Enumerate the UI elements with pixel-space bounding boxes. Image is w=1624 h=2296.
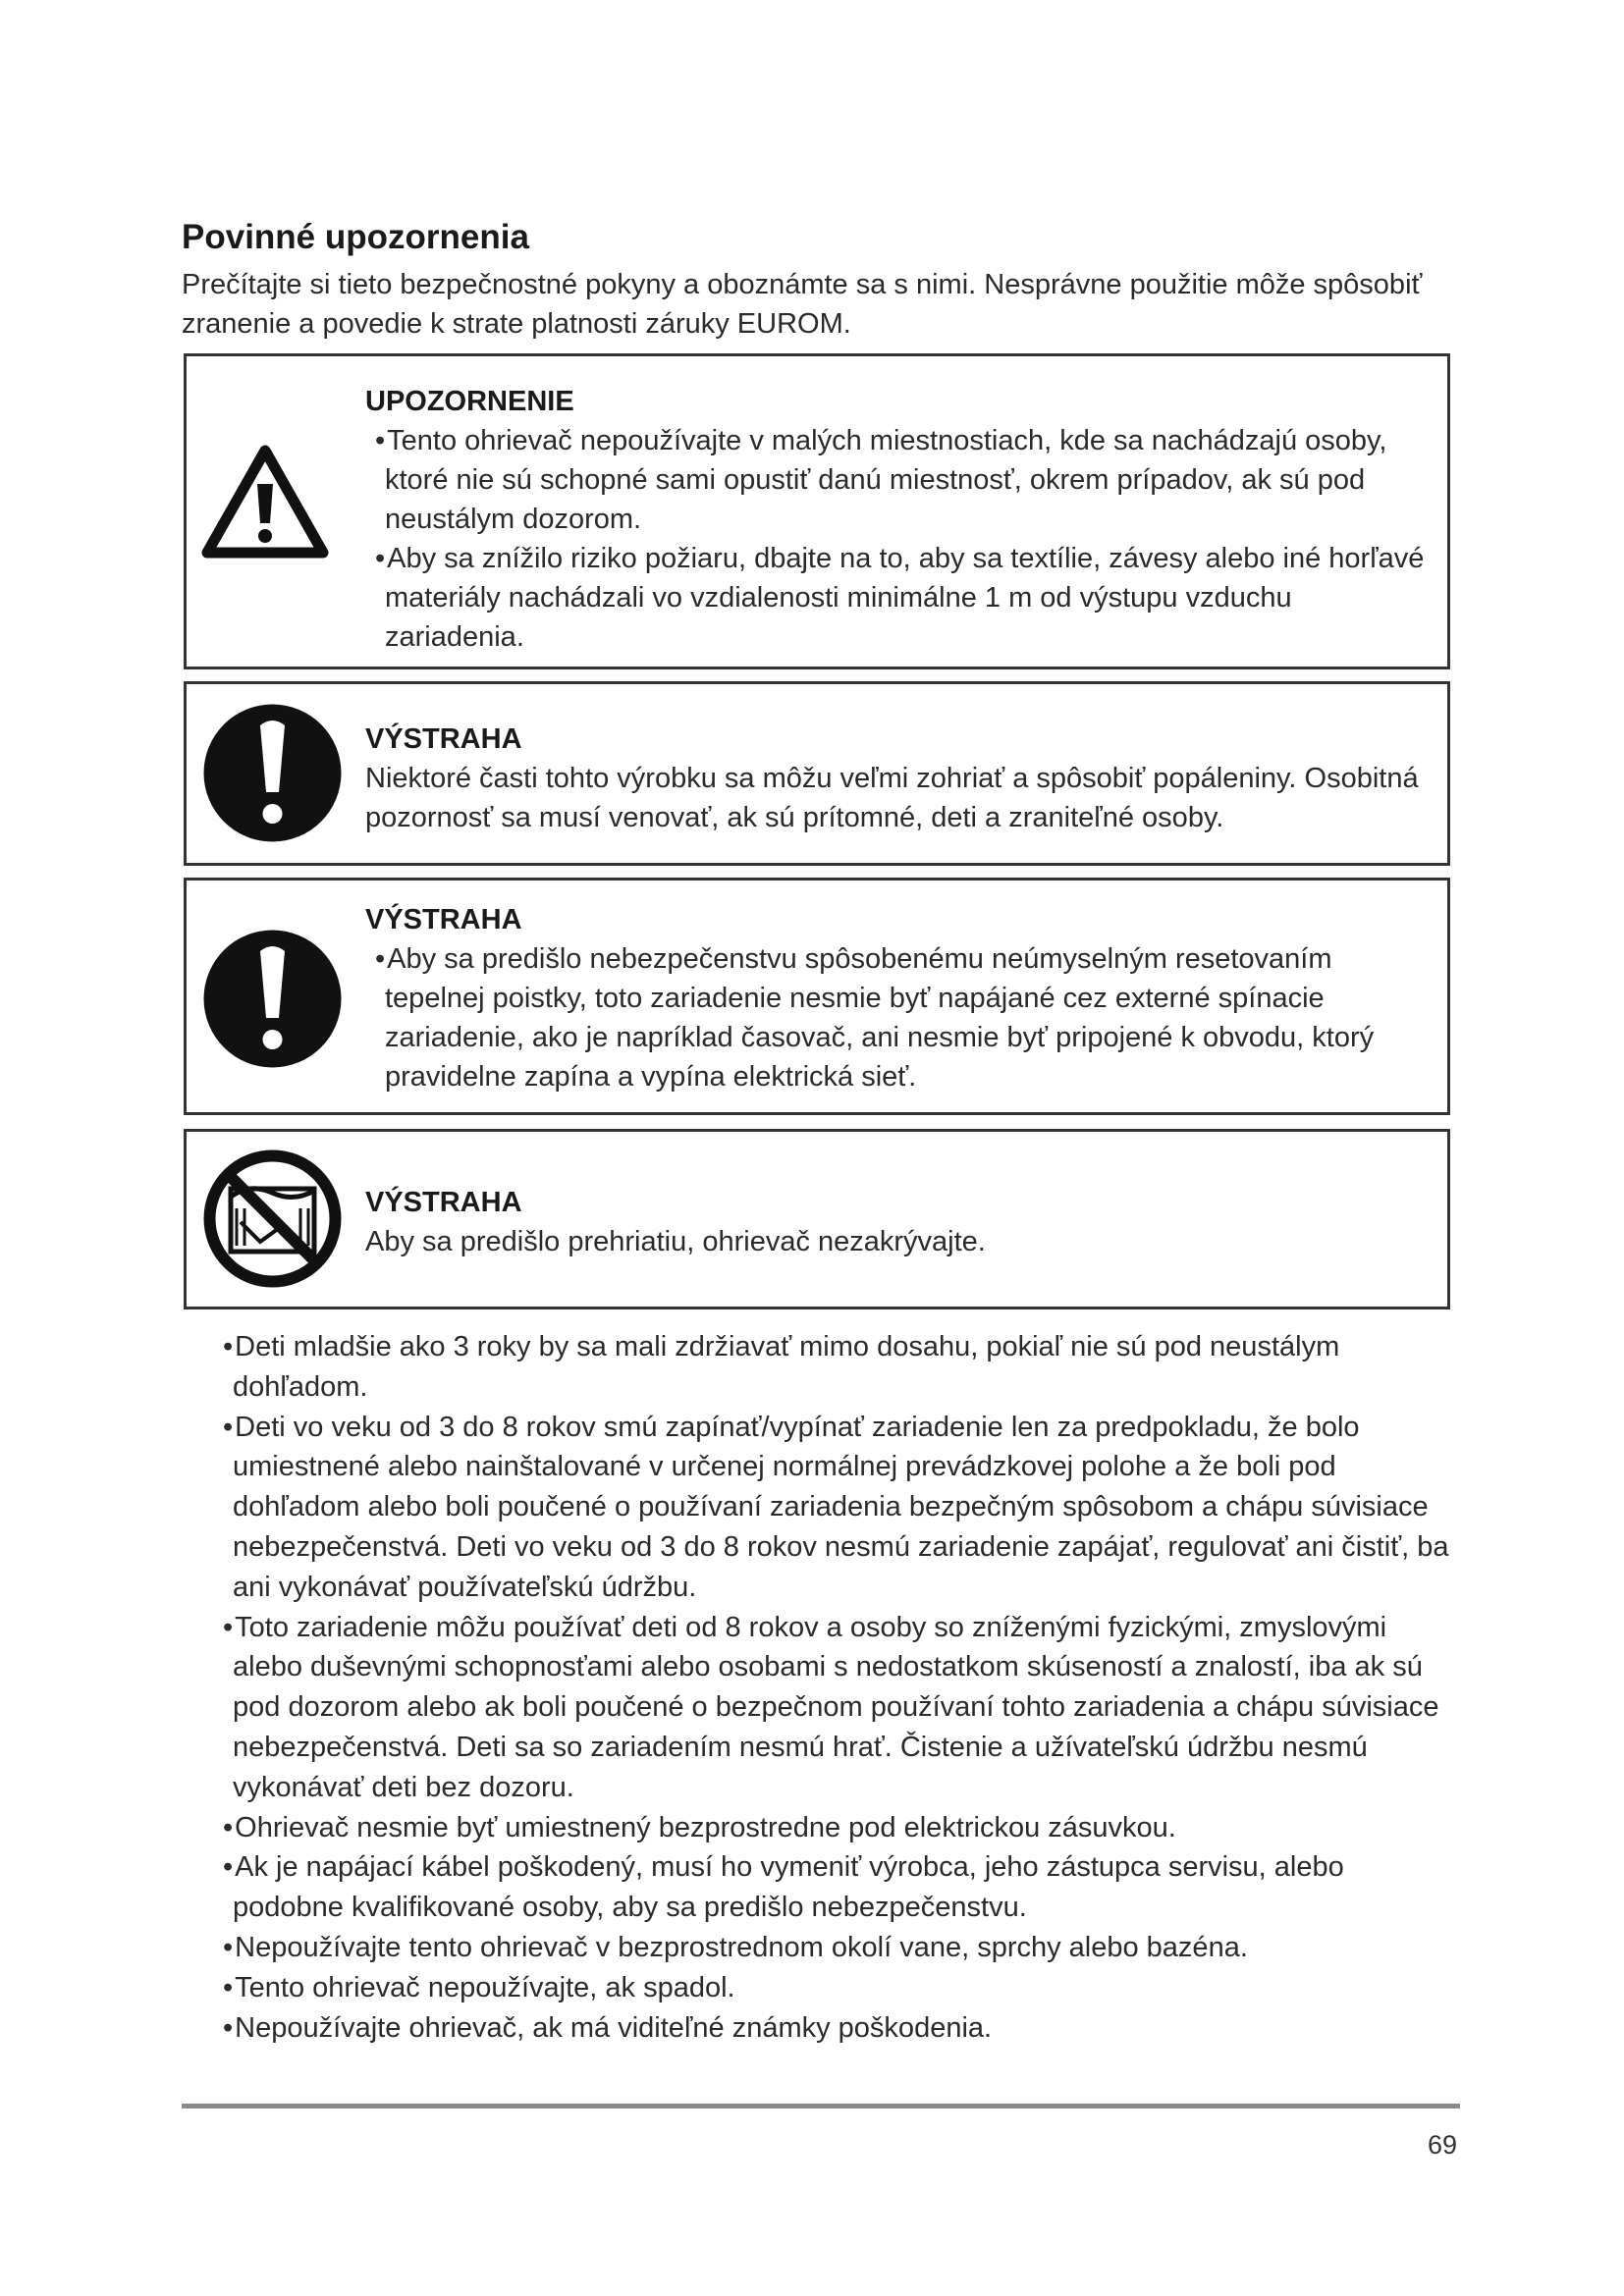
list-item: • Deti vo veku od 3 do 8 rokov smú zapínať/vypínať zariadenie len za predpokladu, že bolo umiestnené alebo nainštalované v určenej normálnej prevádzkovej polohe a že boli pod dohľadom alebo boli poučené o používaní zariadenia bezpečným spôsobom a chápu súvisiace nebezpečenstvá. Deti vo veku od 3 do 8 rokov nesmú zariadenie zapájať, regulovať ani čistiť, ba ani vykonávať používateľskú údržbu. bbox=[213, 1408, 1460, 1608]
warning-box bbox=[184, 1129, 1450, 1309]
box-heading: VÝSTRAHA bbox=[365, 904, 522, 935]
intro-text: Prečítajte si tieto bezpečnostné pokyny a oboznámte sa s nimi. Nesprávne použitie môže spôsobiť zranenie a povedie k strate platnosti záruky EUROM. bbox=[182, 269, 1423, 340]
box-item: • Aby sa predišlo nebezpečenstvu spôsobenému neúmyselným resetovaním tepelnej poistky, toto zariadenie nesmie byť napájané cez externé spínacie zariadenie, ako je napríklad časovač, ani nesmie byť pripojené k obvodu, ktorý pravidelne zapína a vypína elektrická sieť. bbox=[365, 939, 1428, 1096]
exclamation-circle-icon bbox=[201, 928, 344, 1070]
list-item: • Nepoužívajte tento ohrievač v bezprostrednom okolí vane, sprchy alebo bazéna. bbox=[213, 1928, 1460, 1968]
page-number: 69 bbox=[1427, 2130, 1457, 2160]
footer-divider bbox=[182, 2104, 1460, 2109]
box-heading: UPOZORNENIE bbox=[365, 386, 574, 417]
box-text: Aby sa predišlo prehriatiu, ohrievač nezakrývajte. bbox=[365, 1226, 986, 1257]
list-item: • Ohrievač nesmie byť umiestnený bezprostredne pod elektrickou zásuvkou. bbox=[213, 1808, 1460, 1848]
warning-box bbox=[184, 681, 1450, 866]
list-item: • Deti mladšie ako 3 roky by sa mali zdržiavať mimo dosahu, pokiaľ nie sú pod neustálym dohľadom. bbox=[213, 1327, 1460, 1408]
list-item: • Toto zariadenie môžu používať deti od 8 rokov a osoby so zníženými fyzickými, zmyslovými alebo duševnými schopnosťami alebo osobami s nedostatkom skúseností a znalostí, iba ak sú pod dozorom alebo ak boli poučené o bezpečnom používaní tohto zariadenia a chápu súvisiace nebezpečenstvá. Deti sa so zariadením nesmú hrať. Čistenie a užívateľskú údržbu nesmú vykonávať deti bez dozoru. bbox=[213, 1608, 1460, 1808]
safety-list bbox=[213, 1327, 1460, 2048]
box-text: Niektoré časti tohto výrobku sa môžu veľmi zohriať a spôsobiť popáleniny. Osobitná pozornosť sa musí venovať, ak sú prítomné, deti a zraniteľné osoby. bbox=[365, 763, 1419, 833]
page-title: Povinné upozornenia bbox=[182, 218, 529, 256]
warning-box bbox=[184, 878, 1450, 1115]
box-item: • Aby sa znížilo riziko požiaru, dbajte na to, aby sa textílie, závesy alebo iné horľavé materiály nachádzali vo vzdialenosti minimálne 1 m od výstupu vzduchu zariadenia. bbox=[365, 539, 1428, 657]
box-heading: VÝSTRAHA bbox=[365, 1187, 522, 1218]
exclamation-circle-icon bbox=[201, 702, 344, 844]
list-item: • Tento ohrievač nepoužívajte, ak spadol. bbox=[213, 1968, 1460, 2008]
warning-triangle-icon bbox=[201, 443, 329, 559]
box-item: • Tento ohrievač nepoužívajte v malých miestnostiach, kde sa nachádzajú osoby, ktoré nie sú schopné sami opustiť danú miestnosť, okrem prípadov, ak sú pod neustálym dozorom. bbox=[365, 421, 1428, 539]
box-heading: VÝSTRAHA bbox=[365, 723, 522, 755]
list-item: • Ak je napájací kábel poškodený, musí ho vymeniť výrobca, jeho zástupca servisu, alebo podobne kvalifikované osoby, aby sa predišlo nebezpečenstvu. bbox=[213, 1847, 1460, 1928]
list-item: • Nepoužívajte ohrievač, ak má viditeľné známky poškodenia. bbox=[213, 2008, 1460, 2049]
do-not-cover-icon bbox=[201, 1148, 344, 1290]
caution-box bbox=[184, 353, 1450, 669]
